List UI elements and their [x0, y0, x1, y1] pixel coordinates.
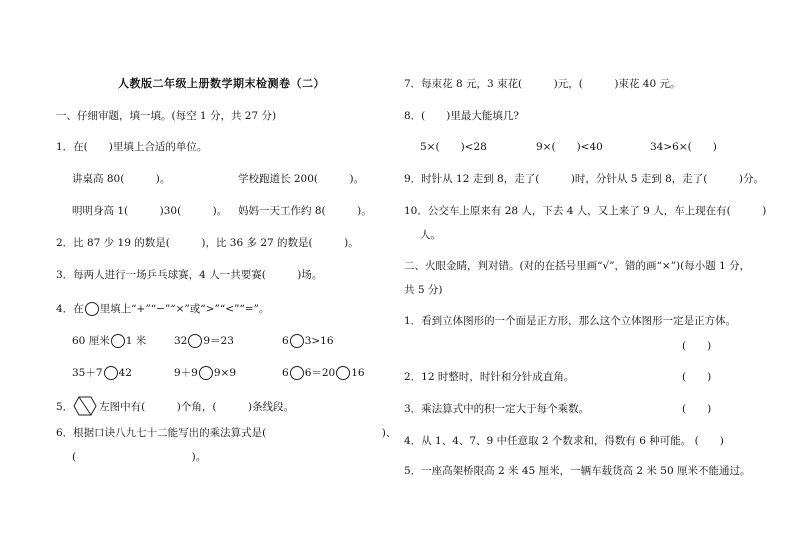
page-title: 人教版二年级上册数学期末检测卷（二） — [118, 77, 325, 90]
question-1b: 学校跑道长 200( )。 — [238, 173, 365, 185]
circle-blank[interactable] — [290, 334, 304, 348]
section-2-heading-continued: 共 5 分) — [404, 284, 443, 296]
circle-blank[interactable] — [188, 334, 202, 348]
question-1c: 明明身高 1( )30( )。 — [72, 205, 228, 217]
question-9: 9．时针从 12 走到 8，走了( )时，分针从 5 走到 8，走了( )分。 — [404, 173, 764, 185]
compare-left: 6 — [282, 367, 289, 379]
compare-right: 16 — [351, 367, 365, 379]
circle-blank[interactable] — [111, 334, 125, 348]
compare-item-6 — [282, 366, 365, 380]
judge-5: 5．一座高架桥限高 2 米 45 厘米，一辆车载货高 2 米 50 厘米不能通过。 — [404, 465, 751, 477]
judge-1: 1．看到立体图形的一个面是正方形，那么这个立体图形一定是正方体。 — [404, 315, 737, 327]
question-4-instruction: 里填上“+”“−”“×”或“>”“<”“=”。 — [99, 303, 270, 315]
question-8: 8．( )里最大能填几? — [404, 110, 520, 122]
question-5-text: 左图中有( )个角，( )条线段。 — [99, 401, 295, 413]
judge-2-answer-paren[interactable]: ( ) — [682, 371, 712, 383]
judge-2: 2．12 时整时，时针和分针成直角。 — [404, 371, 575, 383]
compare-left: 9＋9 — [174, 367, 198, 379]
compare-left: 60 厘米 — [72, 335, 110, 347]
question-10-continued: 人。 — [420, 229, 441, 241]
compare-item-2 — [174, 334, 234, 348]
question-8c: 34>6×( ) — [650, 141, 717, 153]
section-1-heading: 一、仔细审题，填一填。(每空 1 分，共 27 分) — [56, 110, 277, 122]
judge-3: 3．乘法算式中的积一定大于每个乘数。 — [404, 403, 590, 415]
compare-left: 35＋7 — [72, 367, 103, 379]
judge-1-answer-paren[interactable]: ( ) — [682, 340, 712, 352]
compare-item-1 — [72, 334, 146, 348]
question-6: 6．根据口诀八九七十二能写出的乘法算式是( )、 — [56, 427, 397, 439]
compare-right: 42 — [118, 367, 132, 379]
compare-item-4 — [72, 366, 132, 380]
question-10: 10．公交车上原来有 28 人，下去 4 人，又上来了 9 人，车上现在有( ) — [404, 205, 767, 217]
section-2-heading: 二、火眼金睛，判对错。(对的在括号里画“√”，错的画“×”)(每小题 1 分， — [404, 260, 751, 272]
compare-item-3 — [282, 334, 334, 348]
question-5 — [56, 396, 294, 416]
circle-blank[interactable] — [199, 366, 213, 380]
question-1a: 讲桌高 80( )。 — [72, 173, 171, 185]
question-4-prefix: 4．在 — [56, 303, 84, 315]
question-7: 7．每束花 8 元，3 束花( )元，( )束花 40 元。 — [404, 78, 681, 90]
question-4 — [56, 302, 269, 316]
question-8b: 9×( )<40 — [536, 141, 603, 153]
question-5-number: 5． — [56, 401, 74, 413]
question-6-continued: ( )。 — [72, 451, 207, 463]
compare-left: 6 — [282, 335, 289, 347]
judge-4: 4．从 1、4、7、9 中任意取 2 个数求和，得数有 6 种可能。 ( ) — [404, 435, 724, 447]
circle-blank[interactable] — [104, 366, 118, 380]
question-3: 3．每两人进行一场乒乓球赛，4 人一共要赛( )场。 — [56, 269, 323, 281]
compare-right: 3>16 — [304, 335, 334, 347]
compare-middle: 6＝20 — [304, 367, 336, 379]
circle-blank[interactable] — [85, 302, 99, 316]
compare-left: 32 — [174, 335, 188, 347]
compare-right: 9＝23 — [203, 335, 234, 347]
hexagon-figure-icon — [73, 396, 97, 416]
circle-blank[interactable] — [290, 366, 304, 380]
question-1d: 妈妈一天工作约 8( )。 — [238, 205, 372, 217]
question-1: 1．在( )里填上合适的单位。 — [56, 141, 208, 153]
question-8a: 5×( )<28 — [420, 141, 487, 153]
compare-right: 9×9 — [213, 367, 237, 379]
question-2: 2．比 87 少 19 的数是( )，比 36 多 27 的数是( )。 — [56, 237, 359, 249]
judge-3-answer-paren[interactable]: ( ) — [682, 403, 712, 415]
compare-right: 1 米 — [125, 335, 147, 347]
compare-item-5 — [174, 366, 236, 380]
circle-blank[interactable] — [336, 366, 350, 380]
